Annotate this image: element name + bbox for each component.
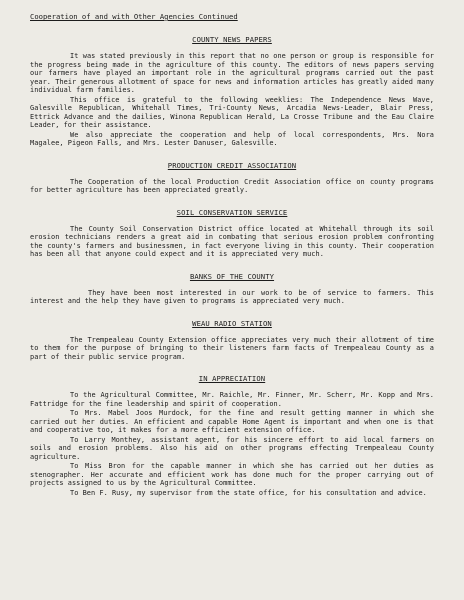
paragraph: The Cooperation of the local Production Credit Association office on county programs for better agriculture has been appreciated greatly.	[30, 177, 434, 194]
section-title-banks: BANKS OF THE COUNTY	[189, 271, 275, 281]
paragraph: This office is grateful to the following weeklies: The Independence News Wave, Galesville Republican, Whitehall Times, Tri-County News, Arcadia News-Leader, Blair Press, Ettrick Advance and the dailies, Winona Republican Herald, La Crosse Tribune and the Eau Claire Leader, for their assistance.	[30, 95, 434, 129]
section-title-production-credit: PRODUCTION CREDIT ASSOCIATION	[167, 160, 297, 170]
section-title-in-appreciation: IN APPRECIATION	[198, 374, 266, 383]
paragraph: The County Soil Conservation District office located at Whitehall through its soil erosion technicians renders a great aid in combating that serious erosion problem confronting the county's farmers and businessmen, in fact everyone living in this county. Their cooperation has been all that anyone could expect and it is appreciated very much.	[30, 224, 434, 258]
section-title-weau-radio: WEAU RADIO STATION	[192, 318, 272, 328]
paragraph: The Trempealeau County Extension office appreciates very much their allotment of time to them for the purpose of bringing to their listeners farm facts of Trempealeau County as a part of their public service program.	[30, 335, 434, 361]
section-title-soil-conservation: SOIL CONSERVATION SERVICE	[176, 207, 288, 217]
paragraph: It was stated previously in this report that no one person or group is responsible for the progress being made in the agriculture of this county. The editors of news papers serving our farmers have played an important role in the agricultural programs carried out the past year. Their generous allotment of space for news and information articles has greatly aided many individual farm families.	[30, 52, 434, 94]
paragraph: They have been most interested in our work to be of service to farmers. This interest and the help they have given to programs is appreciated very much.	[30, 288, 434, 305]
section-title-county-news-papers: COUNTY NEWS PAPERS	[192, 35, 272, 44]
paragraph: To Miss Bron for the capable manner in which she has carried out her duties as stenographer. Her accurate and efficient work has done much for the proper carrying out of projects assigned to us by the Agricultural Committee.	[30, 462, 434, 487]
paragraph: To the Agricultural Committee, Mr. Raichle, Mr. Finner, Mr. Scherr, Mr. Kopp and Mrs. Fattridge for the fine leadership and spirit of cooperation.	[30, 391, 434, 408]
paragraph: We also appreciate the cooperation and help of local correspondents, Mrs. Nora Magalee, Pigeon Falls, and Mrs. Lester Danuser, Galesville.	[30, 130, 434, 147]
paragraph: To Larry Monthey, assistant agent, for his sincere effort to aid local farmers on soils and erosion problems. Also his aid on other programs effecting Trempealeau County agriculture.	[30, 435, 434, 461]
paragraph: To Mrs. Mabel Joos Murdock, for the fine and result getting manner in which she carried out her duties. An efficient and capable Home Agent is important and when one is that and cooperative too, it makes for a more efficient extension office.	[30, 409, 434, 434]
paragraph: To Ben F. Rusy, my supervisor from the state office, for his consultation and advice.	[70, 488, 427, 497]
running-head: Cooperation of and with Other Agencies Continued	[30, 12, 238, 21]
